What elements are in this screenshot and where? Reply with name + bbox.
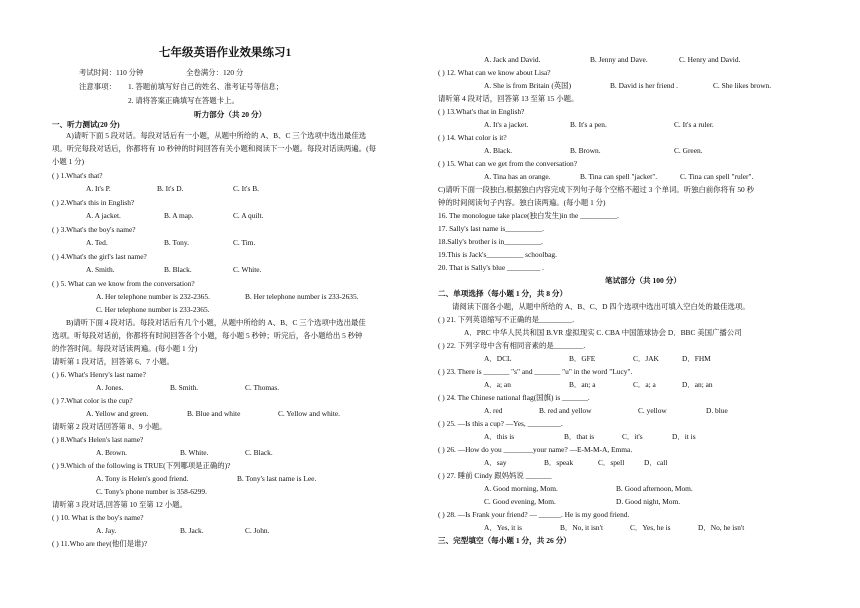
section-2-title: 二、单项选择（每小题 1 分，共 8 分） [438,289,568,298]
section-2-intro: 请阅读下面各小题，从题中所给的 A、B、C、D 四个选项中选出可填入空白处的最佳选项。 [452,302,750,311]
question-5: ( ) 5. What can we know from the conversation? [52,279,195,288]
section-c-intro: C)请听下面一段独白,根据独白内容完成下列句子每个空格不超过 3 个单词。听独白前你将有 50 秒 [438,185,754,194]
q13-option-a: A. It's a jacket. [484,120,529,129]
q12-option-c: C. She likes brown. [713,81,772,90]
q6-option-b: B. Smith. [170,383,199,392]
q9-option-c: C. Tony's phone number is 358-6299. [96,487,207,496]
q22-option-b: B．GFE [569,354,596,363]
q28-option-b: B．No, it isn't [560,523,604,532]
q7-option-a: A. Yellow and green. [86,409,149,418]
section-b-intro-2: 选项。听每段对话前，你都将有时间回答各个小题，每小题 5 秒钟；听完后，各小题给出 5 秒钟 [52,331,363,340]
q25-option-c: C．it's [622,432,643,441]
q8-option-b: B. White. [180,448,209,457]
question-28: ( ) 28. —Is Frank your friend? — ______. He is my good friend. [438,510,630,519]
q4-option-a: A. Smith. [86,265,115,274]
notes-label: 注意事项： [79,82,116,91]
q23-option-c: C．a; a [633,380,656,389]
q10-option-b: B. Jack. [180,526,204,535]
q15-option-c: C. Tina can spell "ruler". [680,172,754,181]
q14-option-a: A. Black. [484,146,513,155]
question-10: ( ) 10. What is the boy's name? [52,513,144,522]
section-c-intro-2: 钟的时间阅读句子内容。独白读两遍。(每小题 1 分) [438,198,606,207]
question-7: ( ) 7.What color is the cup? [52,396,133,405]
q24-option-b: B. red and yellow [539,406,592,415]
section-a-intro: A)请听下面 5 段对话。每段对话后有一小题，从题中所给的 A、B、C 三个选项中选出最佳选 [66,131,367,140]
q10-option-a: A. Jay. [96,526,117,535]
q28-option-c: C．Yes, he is [630,523,671,532]
written-part-title: 笔试部分（共 100 分） [605,276,681,285]
q5-option-c: C. Her telephone number is 233-2365. [96,305,210,314]
q12-option-a: A. She is from Britain (英国) [484,81,572,90]
q27-option-c: C. Good evening, Mom. [484,497,556,506]
q26-option-a: A．say [484,458,507,467]
question-9: ( ) 9.Which of the following is TRUE(下列哪项是正确的)? [52,461,231,470]
question-26: ( ) 26. —How do you ________your name? —E-M-M-A, Emma. [438,445,633,454]
sentence-18: 18.Sally's brother is in__________. [438,237,544,246]
section-b-intro-3: 的作答时间。每段对话读两遍。(每小题 1 分) [52,344,198,353]
q9-option-b: B. Tony's last name is Lee. [237,474,317,483]
sentence-16: 16. The monologue take place(独白发生)in the __________. [438,211,619,220]
question-14: ( ) 14. What color is it? [438,133,507,142]
dialogue-3-heading: 请听第 3 段对话,回答第 10 至第 12 小题。 [52,500,187,509]
q27-option-d: D. Good night, Mom. [616,497,681,506]
q14-option-c: C. Green. [674,146,703,155]
question-13: ( ) 13.What's that in English? [438,107,525,116]
q24-option-c: C. yellow [638,406,667,415]
q8-option-c: C. Black. [245,448,273,457]
q28-option-d: D．No, he isn't [698,523,745,532]
question-27: ( ) 27. 睡前 Cindy 跟妈妈说 _______ [438,471,552,480]
q7-option-b: B. Blue and white [187,409,241,418]
question-8: ( ) 8.What's Helen's last name? [52,435,144,444]
q8-option-a: A. Brown. [96,448,127,457]
q4-option-c: C. White. [233,265,262,274]
q23-option-a: A．a; an [484,380,511,389]
question-23: ( ) 23. There is _______ "s" and _______ "u" in the word "Lucy". [438,367,633,376]
q23-option-d: D．an; an [682,380,713,389]
q25-option-d: D．it is [672,432,696,441]
q24-option-d: D. blue [706,406,728,415]
q13-option-c: C. It's a ruler. [674,120,714,129]
q5-option-a: A. Her telephone number is 232-2365. [96,292,210,301]
q3-option-b: B. Tony. [164,238,189,247]
q3-option-c: C. Tim. [233,238,256,247]
q15-option-b: B. Tina can spell "jacket". [580,172,658,181]
section-a-intro-3: 小题 1 分) [52,157,85,166]
q11-option-c: C. Henry and David. [679,55,741,64]
question-12: ( ) 12. What can we know about Lisa? [438,68,551,77]
q1-option-c: C. It's B. [233,184,259,193]
q11-option-b: B. Jenny and Dave. [590,55,648,64]
q1-option-a: A. It's P. [86,184,111,193]
q26-option-c: C．spell [598,458,625,467]
q2-option-a: A. A jacket. [86,211,121,220]
q25-option-a: A．this is [484,432,515,441]
section-3-title: 三、完型填空（每小题 1 分，共 26 分） [438,536,571,545]
q11-option-a: A. Jack and David. [484,55,541,64]
question-6: ( ) 6. What's Henry's last name? [52,370,146,379]
q28-option-a: A．Yes, it is [484,523,523,532]
question-22: ( ) 22. 下列字母中含有相同音素的是________. [438,341,586,350]
q5-option-b: B. Her telephone number is 233-2635. [245,292,359,301]
section-a-intro-2: 项。听完每段对话后，你都将有 10 秒钟的时间回答有关小题和阅读下一小题。每段对话读两遍。(每 [52,144,376,153]
note-2: 2. 请将答案正确填写在答题卡上。 [128,96,239,105]
section-b-intro: B)请听下面 4 段对话。每段对话后有几个小题，从题中所给的 A、B、C 三个选项中选出最佳 [66,318,366,327]
q7-option-c: C. Yellow and white. [278,409,340,418]
q15-option-a: A. Tina has an orange. [484,172,551,181]
q22-option-d: D．FHM [682,354,711,363]
dialogue-4-heading: 请听第 4 段对话，回答第 13 至第 15 小题。 [438,94,579,103]
listening-part-title: 听力部分（共 20 分） [194,110,267,119]
question-25: ( ) 25. —Is this a cup? —Yes, _________. [438,419,563,428]
q14-option-b: B. Brown. [570,146,601,155]
q1-option-b: B. It's D. [157,184,184,193]
q27-option-a: A. Good morning, Mom. [484,484,558,493]
question-2: ( ) 2.What's this in English? [52,198,135,207]
q2-option-b: B. A map. [164,211,194,220]
q25-option-b: B．that is [564,432,595,441]
question-1: ( ) 1.What's that? [52,171,103,180]
q22-option-a: A．DCL [484,354,512,363]
q21-options: A．PRC 中华人民共和国 B.VR 虚拟现实 C. CBA 中国篮球协会 D．BBC 美国广播公司 [464,328,742,337]
question-11: ( ) 11.Who are they(他们是谁)? [52,539,148,548]
q10-option-c: C. John. [245,526,270,535]
q13-option-b: B. It's a pen. [570,120,607,129]
note-1: 1. 答题前填写好自己的姓名、准考证号等信息； [128,82,284,91]
q9-option-a: A. Tony is Helen's good friend. [96,474,189,483]
listening-section-title: 一、听力测试(20 分) [52,120,120,129]
q4-option-b: B. Black. [164,265,192,274]
full-score: 全卷满分：120 分 [186,68,244,77]
question-24: ( ) 24. The Chinese national flag(国旗) is _______. [438,393,590,402]
q22-option-c: C．JAK [633,354,659,363]
exam-time: 考试时间：110 分钟 [79,68,144,77]
q26-option-b: B．speak [544,458,574,467]
dialogue-1-heading: 请听第 1 段对话，回答第 6、7 小题。 [52,357,174,366]
q24-option-a: A. red [484,406,503,415]
question-21: ( ) 21. 下列英语缩写不正确的是_________. [438,315,575,324]
question-15: ( ) 15. What can we get from the conversation? [438,159,578,168]
sentence-17: 17. Sally's last name is__________. [438,224,545,233]
sentence-20: 20. That is Sally's blue _________ . [438,263,544,272]
exam-title: 七年级英语作业效果练习1 [159,47,292,59]
q6-option-a: A. Jones. [96,383,124,392]
q2-option-c: C. A quilt. [233,211,264,220]
q12-option-b: B. David is her friend . [610,81,678,90]
dialogue-2-heading: 请听第 2 段对话回答第 8、9 小题。 [52,422,167,431]
q6-option-c: C. Thomas. [245,383,280,392]
sentence-19: 19.This is Jack's__________ schoolbag. [438,250,557,259]
question-4: ( ) 4.What's the girl's last name? [52,252,147,261]
q23-option-b: B．an; a [569,380,596,389]
q27-option-b: B. Good afternoon, Mom. [616,484,693,493]
question-3: ( ) 3.What's the boy's name? [52,225,136,234]
q3-option-a: A. Ted. [86,238,108,247]
q26-option-d: D．call [644,458,668,467]
